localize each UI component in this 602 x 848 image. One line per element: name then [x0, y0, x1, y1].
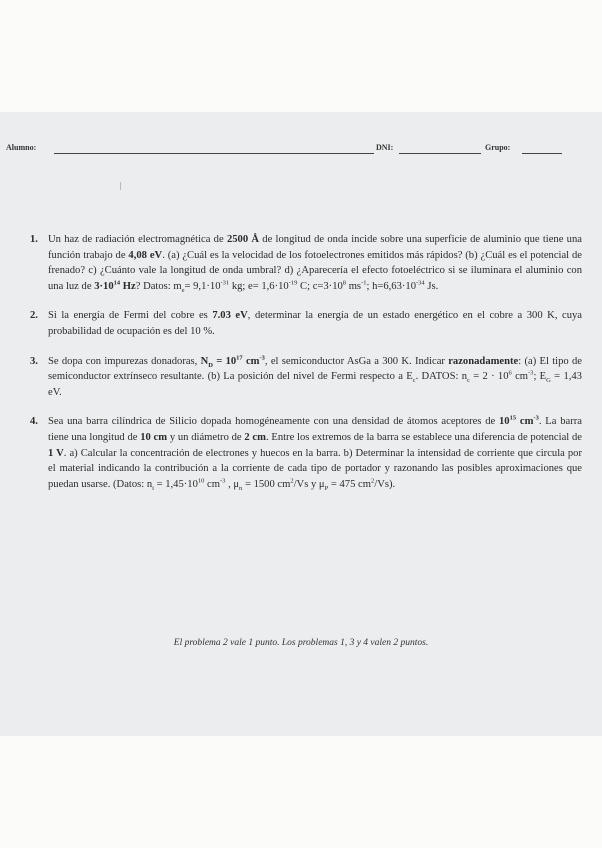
text-run: . a) Calcular la concentración de electrones y huecos en la barra. b) Determinar la intensidad de corriente que circula por el material indicando la contribución a la corriente de cada tipo de portador y razonando las posibles aproximaciones que puedan usarse. (Datos: n: [48, 447, 582, 490]
text-run: P: [324, 484, 329, 492]
problem-3: [30, 354, 582, 401]
text-run: -1: [361, 279, 367, 287]
stray-mark: [120, 182, 121, 190]
text-run: 15: [509, 414, 517, 422]
text-run: 8: [342, 279, 347, 287]
text-run: Hz: [120, 280, 136, 292]
dni-field[interactable]: [399, 153, 481, 154]
text-run: = 475 cm: [328, 478, 371, 490]
text-run: /Vs).: [374, 478, 396, 490]
student-name-field[interactable]: [54, 153, 374, 154]
text-run: n: [239, 484, 243, 492]
text-run: 2500 Å: [226, 234, 260, 245]
student-info-header: [6, 143, 596, 159]
text-run: , determinar la energía de un estado energético en el cobre a 300 K, cuya probabilidad de ocupación es del 10 %.: [48, 310, 583, 337]
problem-text: [48, 234, 582, 292]
problem-text: [48, 414, 582, 492]
text-run: 2: [290, 477, 294, 485]
text-run: Se dopa con impurezas donadoras,: [48, 355, 201, 367]
text-run: = 1,45·10: [153, 478, 198, 490]
text-run: = 9,1·10: [184, 280, 221, 292]
problem-text: [48, 310, 582, 337]
text-run: 2 cm: [244, 431, 266, 443]
text-run: . La barra tiene una longitud de: [48, 416, 582, 443]
group-field[interactable]: [522, 153, 562, 154]
text-run: Un haz de radiación electromagnética de: [48, 234, 227, 245]
text-run: 17: [236, 354, 243, 362]
problem-2: [30, 308, 582, 339]
text-run: . DATOS: n: [415, 371, 468, 383]
problem-text: [48, 356, 582, 398]
text-run: 6: [508, 369, 512, 377]
text-run: kg; e= 1,6·10: [229, 280, 289, 292]
student-label: Alumno:: [6, 143, 37, 152]
text-run: 4,08 eV: [128, 249, 163, 261]
text-run: c: [412, 377, 416, 385]
text-run: razonadamente: [448, 355, 519, 367]
text-run: -3: [528, 369, 534, 377]
text-run: = 1,43 eV.: [48, 371, 582, 398]
text-run: -3: [259, 354, 265, 362]
text-run: : (a) El tipo de semiconductor extrínseco resultante. (b) La posición del nivel de Fermi respecto a E: [48, 355, 582, 383]
problem-list: [30, 232, 582, 492]
text-run: -19: [288, 279, 298, 287]
text-run: cm: [511, 371, 529, 383]
text-run: -34: [416, 279, 425, 287]
dni-label: DNI:: [376, 143, 394, 152]
text-run: . Entre los extremos de la barra se establece una diferencia de potencial de: [265, 431, 582, 443]
text-run: D: [208, 361, 213, 369]
text-run: N: [200, 355, 209, 367]
problem-number: 4.: [30, 416, 38, 428]
text-run: y un diámetro de: [167, 431, 245, 443]
text-run: , μ: [225, 478, 240, 490]
text-run: 10: [499, 416, 510, 428]
text-run: ; h=6,63·10: [366, 280, 417, 292]
text-run: cm: [242, 355, 260, 367]
group-label: Grupo:: [485, 143, 511, 152]
text-run: /Vs y μ: [293, 478, 325, 490]
text-run: = 2 · 10: [469, 371, 509, 383]
text-run: ; E: [533, 371, 547, 383]
text-run: cm: [204, 478, 220, 490]
text-run: 14: [113, 279, 121, 287]
text-run: Js.: [424, 280, 439, 292]
text-run: 3·10: [94, 280, 114, 292]
text-run: -3: [533, 414, 539, 422]
text-run: -31: [220, 279, 230, 287]
text-run: Si la energía de Fermi del cobre es: [48, 310, 213, 322]
text-run: 7.03 eV: [212, 310, 248, 322]
text-run: -3: [220, 477, 226, 485]
scoring-note: El problema 2 vale 1 punto. Los problemas 1, 3 y 4 valen 2 puntos.: [173, 638, 429, 648]
text-run: c: [467, 377, 470, 385]
text-run: 10 cm: [140, 431, 168, 443]
problem-number: 3.: [30, 355, 38, 367]
text-run: = 10: [212, 355, 237, 367]
text-run: i: [152, 484, 154, 492]
text-run: C; c=3·10: [297, 280, 343, 292]
text-run: ? Datos: m: [135, 280, 182, 292]
problem-4: [30, 414, 582, 492]
text-run: . (a) ¿Cuál es la velocidad de los fotoelectrones emitidos más rápidos? (b) ¿Cuál es el potencial de frenado? c) ¿Cuánto vale la longitud de onda umbral? d) ¿Aparecería el efecto fotoeléctrico si se iluminara el aluminio con una luz de: [48, 249, 583, 292]
text-run: ms: [346, 280, 362, 292]
problem-1: [30, 232, 582, 294]
text-run: G: [546, 377, 551, 385]
text-run: Sea una barra cilíndrica de Silicio dopada homogéneamente con una densidad de átomos aceptores de: [48, 416, 499, 428]
text-run: de longitud de onda incide sobre una superficie de aluminio que tiene una función trabajo de: [48, 234, 582, 261]
text-run: cm: [516, 416, 534, 428]
text-run: 1 V: [48, 447, 64, 459]
text-run: e: [181, 286, 185, 294]
text-run: 2: [371, 477, 375, 485]
problem-number: 1.: [30, 234, 38, 245]
text-run: 10: [197, 477, 205, 485]
problem-number: 2.: [30, 310, 38, 322]
text-run: = 1500 cm: [242, 478, 291, 490]
text-run: , el semiconductor AsGa a 300 K. Indicar: [264, 355, 449, 367]
